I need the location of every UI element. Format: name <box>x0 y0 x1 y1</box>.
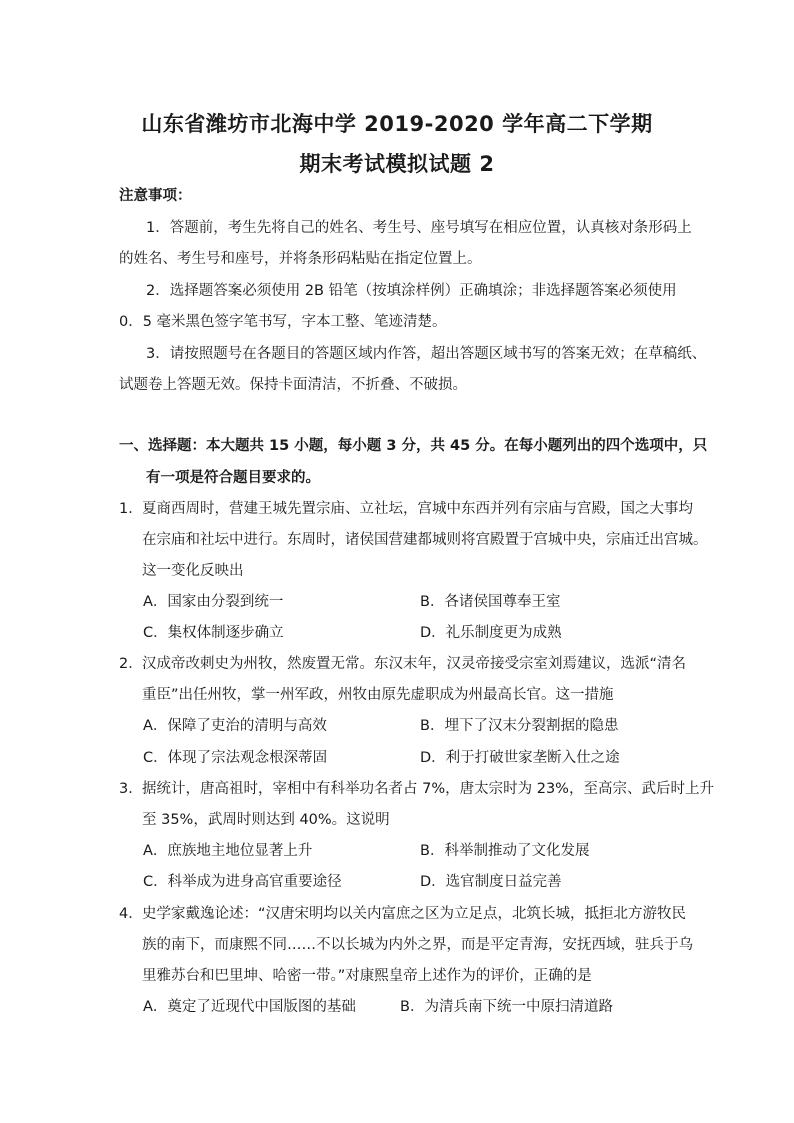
notice-item-2a: 2．选择题答案必须使用 2B 铅笔（按填涂样例）正确填涂；非选择题答案必须使用 <box>146 283 677 299</box>
question-number: 1． <box>119 501 143 517</box>
option-a: A．庶族地主地位显著上升 <box>143 843 313 859</box>
question-number: 2． <box>119 656 143 672</box>
question-stem-line: 里雅苏台和巴里坤、哈密一带。”对康熙皇帝上述作为的评价，正确的是 <box>142 968 592 984</box>
question-stem-line: 族的南下，而康熙不同……不以长城为内外之界，而是平定青海，安抚西域，驻兵于乌 <box>142 937 693 953</box>
notice-item-2b: 0．5 毫米黑色签字笔书写，字本工整、笔迹清楚。 <box>119 314 447 330</box>
option-c: C．体现了宗法观念根深蒂固 <box>143 750 328 766</box>
question-stem-line: 重臣”出任州牧，掌一州军政，州牧由原先虚职成为州最高长官。这一措施 <box>142 687 614 703</box>
option-b: B．各诸侯国尊奉王室 <box>420 594 561 610</box>
option-a: A．奠定了近现代中国版图的基础 <box>143 999 356 1015</box>
option-b: B．为清兵南下统一中原扫清道路 <box>400 999 613 1015</box>
question-stem-line: 在宗庙和社坛中进行。东周时，诸侯国营建都城则将宫殿置于宫城中央，宗庙迁出宫城。 <box>142 532 708 548</box>
option-a: A．国家由分裂到统一 <box>143 594 284 610</box>
section-1-heading-b: 有一项是符合题目要求的。 <box>146 470 320 486</box>
question-stem-line: 史学家戴逸论述：“汉唐宋明均以关内富庶之区为立足点，北筑长城，抵拒北方游牧民 <box>142 906 687 922</box>
notice-item-1a: 1．答题前，考生先将自己的姓名、考生号、座号填写在相应位置，认真核对条形码上 <box>146 220 692 236</box>
notice-heading: 注意事项： <box>119 188 192 204</box>
exam-title-line-2: 期末考试模拟试题 2 <box>299 152 495 176</box>
question-number: 4． <box>119 906 143 922</box>
exam-title-line-1: 山东省潍坊市北海中学 2019-2020 学年高二下学期 <box>141 112 653 136</box>
question-stem-line: 夏商西周时，营建王城先置宗庙、立社坛，宫城中东西并列有宗庙与宫殿，国之大事均 <box>142 501 693 517</box>
question-number: 3． <box>119 781 143 797</box>
option-a: A．保障了吏治的清明与高效 <box>143 718 327 734</box>
question-stem-line: 这一变化反映出 <box>142 563 244 579</box>
option-d: D．选官制度日益完善 <box>420 874 562 890</box>
notice-item-3b: 试题卷上答题无效。保持卡面清洁，不折叠、不破损。 <box>119 377 467 393</box>
section-1-heading-a: 一、选择题：本大题共 15 小题，每小题 3 分，共 45 分。在每小题列出的四个选项中，只 <box>119 438 708 454</box>
option-b: B．埋下了汉末分裂割据的隐患 <box>420 718 619 734</box>
option-b: B．科举制推动了文化发展 <box>420 843 590 859</box>
question-stem-line: 据统计，唐高祖时，宰相中有科举功名者占 7%，唐太宗时为 23%，至高宗、武后时上升 <box>142 781 714 797</box>
option-c: C．集权体制逐步确立 <box>143 625 284 641</box>
question-stem-line: 汉成帝改刺史为州牧，然废置无常。东汉末年，汉灵帝接受宗室刘焉建议，选派“清名 <box>142 656 687 672</box>
notice-item-3a: 3．请按照题号在各题目的答题区域内作答，超出答题区域书写的答案无效；在草稿纸、 <box>146 346 707 362</box>
option-d: D．利于打破世家垄断入仕之途 <box>420 750 620 766</box>
option-c: C．科举成为进身高官重要途径 <box>143 874 342 890</box>
option-d: D．礼乐制度更为成熟 <box>420 625 562 641</box>
question-stem-line: 至 35%，武周时则达到 40%。这说明 <box>142 812 390 828</box>
notice-item-1b: 的姓名、考生号和座号，并将条形码粘贴在指定位置上。 <box>119 251 482 267</box>
